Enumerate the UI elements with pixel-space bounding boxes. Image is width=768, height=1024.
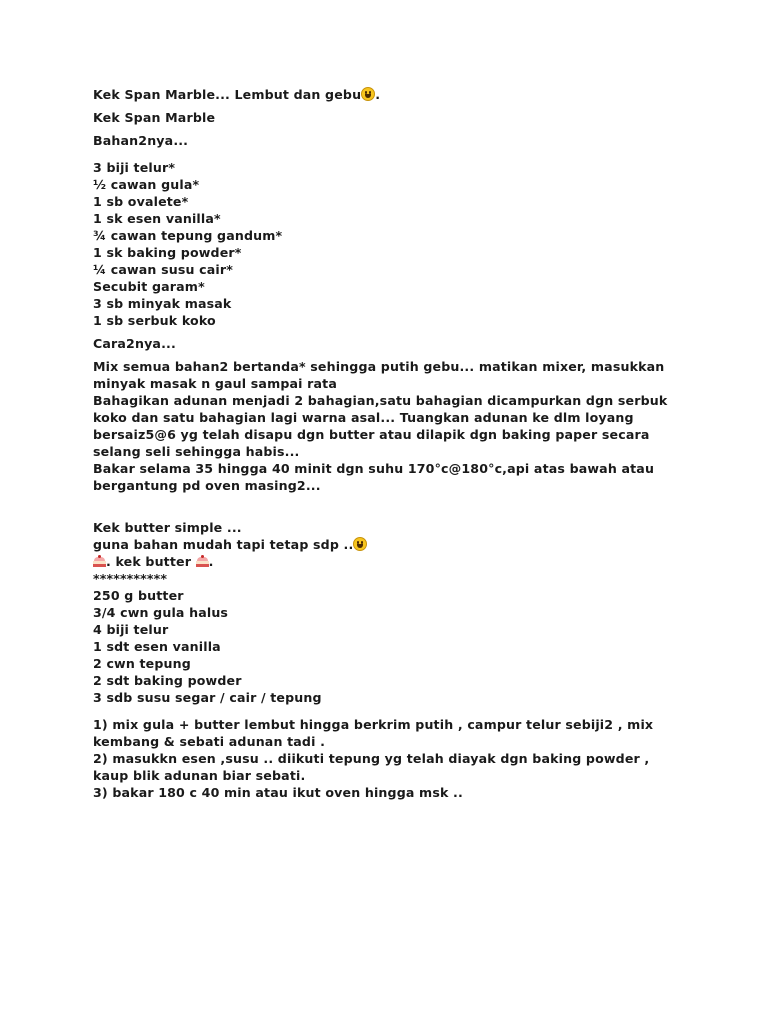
- heading-text: Kek Span Marble... Lembut dan gebu: [93, 87, 362, 102]
- ingredient-item: 3 sb minyak masak: [93, 296, 232, 311]
- ingredient-item: 3 biji telur*: [93, 160, 176, 175]
- ingredient-item: 2 sdt baking powder: [93, 673, 242, 688]
- ingredient-item: 3/4 cwn gula halus: [93, 605, 229, 620]
- method-step: Mix semua bahan2 bertanda* sehingga putih gebu... matikan mixer, masukkan minyak masak n gaul sampai rata: [93, 359, 665, 391]
- recipe2-subtitle: [93, 536, 683, 553]
- ingredient-item: Secubit garam*: [93, 279, 205, 294]
- recipe1-title: Kek Span Marble: [93, 110, 216, 125]
- recipe1-heading: [93, 86, 683, 103]
- method-step: 3) bakar 180 c 40 min atau ikut oven hingga msk ..: [93, 785, 463, 800]
- ingredient-item: 3 sdb susu segar / cair / tepung: [93, 690, 322, 705]
- ingredient-item: 2 cwn tepung: [93, 656, 191, 671]
- ingredient-item: 250 g butter: [93, 588, 184, 603]
- shortcake-icon: [93, 556, 106, 568]
- method-step: Bakar selama 35 hingga 40 minit dgn suhu 170°c@180°c,api atas bawah atau bergantung pd oven masing2...: [93, 461, 655, 493]
- ingredient-item: 1 sb ovalete*: [93, 194, 189, 209]
- method-step: Bahagikan adunan menjadi 2 bahagian,satu bahagian dicampurkan dgn serbuk koko dan satu bahagian lagi warna asal... Tuangkan adunan ke dlm loyang bersaiz5@6 yg telah disapu dgn butter atau dilapik dgn baking paper secara selang seli sehingga habis...: [93, 393, 668, 459]
- grinning-face-icon: [361, 87, 375, 101]
- ingredient-item: 1 sb serbuk koko: [93, 313, 216, 328]
- method-step: 2) masukkn esen ,susu .. diikuti tepung yg telah diayak dgn baking powder , kaup blik adunan biar sebati.: [93, 751, 650, 783]
- cake-title-text: . kek butter: [106, 554, 192, 569]
- recipe2-steps: [93, 716, 683, 801]
- document-body: [93, 86, 683, 801]
- ingredient-item: ¼ cawan susu cair*: [93, 262, 233, 277]
- recipe1-method-header: Cara2nya...: [93, 336, 176, 351]
- heading-tail: .: [375, 87, 381, 102]
- recipe2-title: Kek butter simple ...: [93, 520, 242, 535]
- smiling-face-icon: [353, 537, 367, 551]
- recipe1-ingredients-header: Bahan2nya...: [93, 133, 189, 148]
- ingredient-item: 1 sk esen vanilla*: [93, 211, 221, 226]
- ingredient-item: ¾ cawan tepung gandum*: [93, 228, 283, 243]
- subtitle-text: guna bahan mudah tapi tetap sdp ..: [93, 537, 354, 552]
- separator: ***********: [93, 571, 168, 586]
- recipe2-cake-title: [93, 553, 683, 570]
- shortcake-icon: [196, 556, 209, 568]
- recipe2-ingredient-list: [93, 587, 683, 706]
- ingredient-item: 1 sk baking powder*: [93, 245, 242, 260]
- ingredient-item: ½ cawan gula*: [93, 177, 200, 192]
- method-step: 1) mix gula + butter lembut hingga berkrim putih , campur telur sebiji2 , mix kembang & sebati adunan tadi .: [93, 717, 654, 749]
- ingredient-item: 1 sdt esen vanilla: [93, 639, 221, 654]
- recipe1-steps: [93, 358, 683, 494]
- recipe1-ingredient-list: [93, 159, 683, 329]
- ingredient-item: 4 biji telur: [93, 622, 169, 637]
- cake-title-tail: .: [208, 554, 214, 569]
